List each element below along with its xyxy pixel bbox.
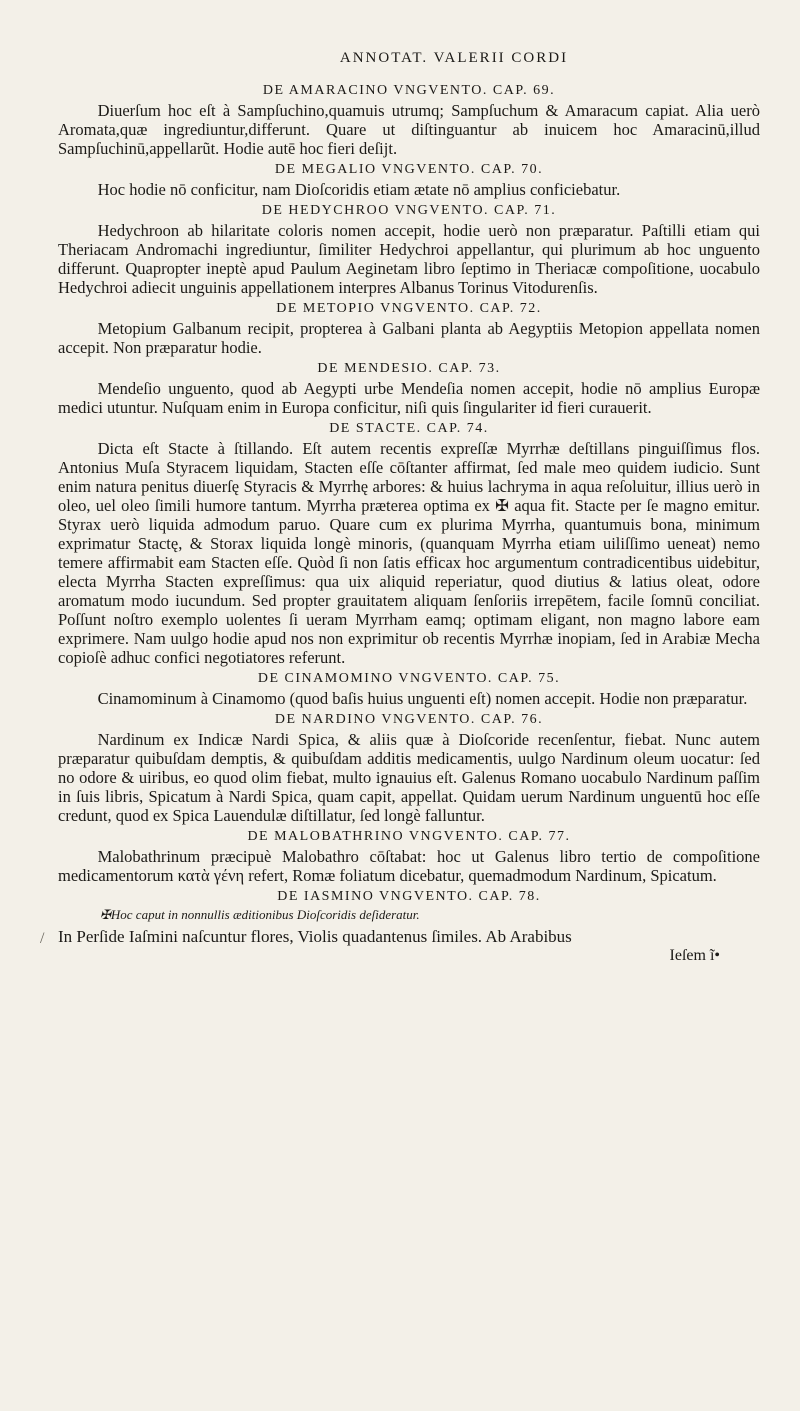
running-head: ANNOTAT. VALERII CORDI <box>339 50 569 66</box>
section-heading: DE HEDYCHROO VNGVENTO. CAP. 71. <box>261 203 557 218</box>
section-paragraph: Metopium Galbanum recipit, propterea à Galbani planta ab Aegyptiis Metopion appellata nomen accepit. Non præparatur hodie. <box>58 319 760 357</box>
section-heading: DE STACTE. CAP. 74. <box>329 421 489 436</box>
section-paragraph: Hoc hodie nō conficitur, nam Dioſcoridis etiam ætate nō amplius conficiebatur. <box>97 180 621 199</box>
margin-mark: / <box>40 930 45 947</box>
section-mendesio <box>58 361 760 417</box>
section-paragraph: Diuerſum hoc eſt à Sampſuchino,quamuis utrumq; Sampſuchum & Amaracum capiat. Alia uerò Aromata,quæ ingrediuntur,differunt. Quare ut diſtinguantur ab inuicem hoc Amaracinū,illud Sampſuchinū,appellarũt. Hodie autē hoc fieri deſijt. <box>58 101 760 158</box>
section-megalio <box>58 162 760 199</box>
section-paragraph: Hedychroon ab hilaritate coloris nomen accepit, hodie uerò non præparatur. Paſtilli etiam qui Theriacam Andromachi ingrediuntur, ſimiliter Hedychroi appellantur, qui plurimum ab hoc unguento differunt. Quapropter ineptè apud Paulum Aeginetam libro ſeptimo in Theriacæ compoſitione, uocabulo Hedychroi adiecit unguinis appellationem interpres Albanus Torinus Vitodurenſis. <box>58 221 760 297</box>
section-stacte <box>58 421 760 667</box>
section-nardino <box>58 712 760 825</box>
section-heading: DE MALOBATHRINO VNGVENTO. CAP. 77. <box>247 829 571 844</box>
section-heading: DE IASMINO VNGVENTO. CAP. 78. <box>277 889 541 904</box>
section-heading: DE METOPIO VNGVENTO. CAP. 72. <box>276 301 542 316</box>
section-heading: DE CINAMOMINO VNGVENTO. CAP. 75. <box>257 671 561 686</box>
section-paragraph: Cinamominum à Cinamomo (quod baſis huius unguenti eſt) nomen accepit. Hodie non præparatur. <box>97 689 748 708</box>
section-hedychroo <box>58 203 760 297</box>
section-heading: DE MEGALIO VNGVENTO. CAP. 70. <box>274 162 544 177</box>
section-paragraph: Malobathrinum præcipuè Malobathro cōſtabat: hoc ut Galenus libro tertio de compoſitione medicamentorum κατὰ γένη refert, Romæ foliatum dicebatur, quemadmodum Nardinum, Spicatum. <box>58 847 760 885</box>
section-paragraph: Dicta eſt Stacte à ſtillando. Eſt autem recentis expreſſæ Myrrhæ deſtillans pinguiſſimus flos. Antonius Muſa Styracem liquidam, Stacten eſſe cōſtanter affirmat, ſed male meo quidem iudicio. Sunt enim natura penitus diuerſę Styracis & Myrrhę arbores: & huius lachryma in aqua reſoluitur, illius uerò in oleo, uel oleo ſimili humore tantum. Myrrha præterea optima ex ✠ aqua fit. Stacte per ſe magno emitur. Styrax uerò liquida admodum paruo. Quare cum ex plurima Myrrha, quantumuis bona, minimum exprimatur Stactę, & Storax liquida longè minoris, (quanquam Myrrha etiam uiliſſimo ueneat) nemo temere affirmabit eam Stacten eſſe. Quòd ſi non ſatis efficax hoc argumentum contradicentibus uidebitur, electa Myrrha Stacten expreſſimus: qua uix aliquid reperiatur, quod diutius & latius oleat, odore aromatum modo iucundum. Sed propter grauitatem aliquam ſenſoriis irrepētem, facile ſomnū conciliat. Poſſunt noſtro exemplo uolentes ſi ueram Myrrham eamq; optimam eligant, non magno labore eam exprimere. Nam uulgo hodie apud nos non exprimitur ob recentis Myrrhæ inopiam, ſed in Arabiæ Mecha copioſè adhuc confici negotiatores referunt. <box>58 439 760 667</box>
section-cinamomino <box>58 671 760 708</box>
section-paragraph: In Perſide Iaſmini naſcuntur flores, Violis quadantenus ſimiles. Ab Arabibus <box>58 927 572 946</box>
section-paragraph: Mendeſio unguento, quod ab Aegypti urbe Mendeſia nomen accepit, hodie nō amplius Europæ medici utuntur. Nuſquam enim in Europa conficitur, niſi quis ſingulariter id fieri curauerit. <box>58 379 760 417</box>
footnote: ✠Hoc caput in nonnullis æditionibus Dioſcoridis deſideratur. <box>100 907 420 922</box>
section-amaracino <box>58 83 760 158</box>
catchword: Ieſem ĩ• <box>669 947 720 964</box>
section-heading: DE MENDESIO. CAP. 73. <box>317 361 501 376</box>
section-paragraph: Nardinum ex Indicæ Nardi Spica, & aliis quæ à Dioſcoride recenſentur, fiebat. Nunc autem præparatur quibuſdam demptis, & quibuſdam additis medicamentis, uulgo Nardinum oleum uocatur: ſed no odore & uiribus, eo quod olim fiebat, multo ignauius eſt. Galenus Romano uocabulo Nardinum paſſim in ſuis libris, Spicatum à Nardi Spica, quam capit, appellat. Quidam uerum Nardinum unguentū hoc eſſe credunt, quod ex Spica Lauendulæ diſtillatur, ſed longè falluntur. <box>58 730 760 825</box>
section-metopio <box>58 301 760 357</box>
section-heading: DE AMARACINO VNGVENTO. CAP. 69. <box>262 83 556 98</box>
section-malobathrino <box>58 829 760 885</box>
section-heading: DE NARDINO VNGVENTO. CAP. 76. <box>274 712 544 727</box>
section-iasmino <box>58 889 760 965</box>
